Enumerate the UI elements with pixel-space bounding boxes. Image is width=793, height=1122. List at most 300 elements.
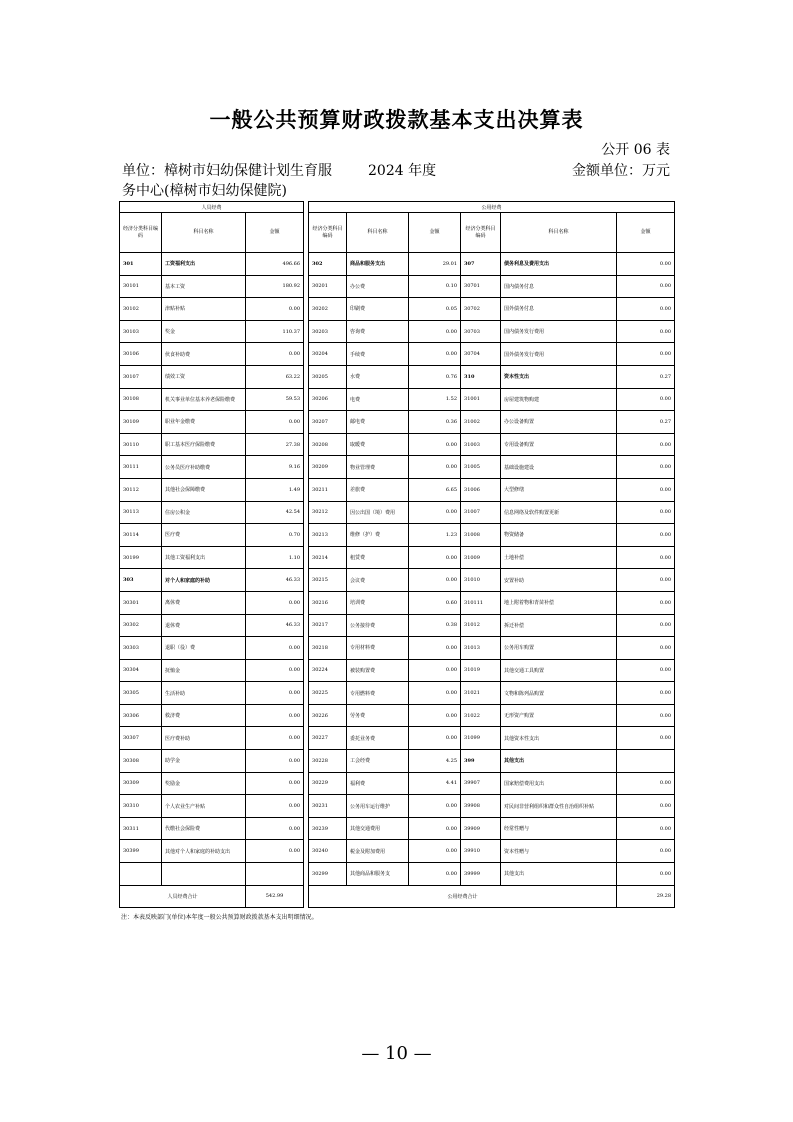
public-name-2: 专用设备购置 [501, 433, 617, 456]
public-name-2: 房屋建筑物购建 [501, 388, 617, 411]
col-code-header: 经济分类科目编码 [309, 213, 347, 253]
personnel-name: 个人农业生产补贴 [162, 795, 246, 818]
public-name: 水费 [347, 365, 409, 388]
public-amount-2: 0.00 [617, 795, 675, 818]
personnel-amount: 42.54 [246, 501, 304, 524]
public-code-2: 31002 [461, 411, 501, 434]
public-code: 30216 [309, 591, 347, 614]
public-code: 30203 [309, 320, 347, 343]
personnel-amount: 496.66 [246, 253, 304, 276]
public-code-2: 39909 [461, 817, 501, 840]
public-name-2: 其他支出 [501, 750, 617, 773]
personnel-amount: 0.00 [246, 411, 304, 434]
personnel-name: 生活补助 [162, 682, 246, 705]
public-amount-2: 0.00 [617, 320, 675, 343]
col-name-header: 科目名称 [347, 213, 409, 253]
public-code-2: 31013 [461, 637, 501, 660]
public-amount: 0.00 [409, 727, 461, 750]
public-name: 福利费 [347, 772, 409, 795]
table-row [120, 365, 675, 388]
public-name-2: 物资储备 [501, 524, 617, 547]
personnel-code: 30302 [120, 614, 162, 637]
personnel-code: 30305 [120, 682, 162, 705]
personnel-total-label: 人员经费合计 [120, 885, 246, 907]
table-row [120, 659, 675, 682]
public-code-2: 30701 [461, 275, 501, 298]
public-name-2: 债务利息及费用支出 [501, 253, 617, 276]
personnel-name: 职业年金缴费 [162, 411, 246, 434]
public-amount-2: 0.00 [617, 840, 675, 863]
public-code-2: 307 [461, 253, 501, 276]
public-amount: 29.01 [409, 253, 461, 276]
public-amount: 4.25 [409, 750, 461, 773]
public-code-2: 39910 [461, 840, 501, 863]
public-name-2: 国外债务付息 [501, 298, 617, 321]
public-name: 劳务费 [347, 704, 409, 727]
table-row [120, 772, 675, 795]
public-amount-2: 0.00 [617, 343, 675, 366]
table-row [120, 275, 675, 298]
personnel-name: 医疗费 [162, 524, 246, 547]
table-row [120, 433, 675, 456]
col-code-header: 经济分类科目编码 [120, 213, 162, 253]
public-name: 专用材料费 [347, 637, 409, 660]
public-amount: 0.60 [409, 591, 461, 614]
public-code: 30224 [309, 659, 347, 682]
col-name-header: 科目名称 [162, 213, 246, 253]
personnel-amount: 0.00 [246, 795, 304, 818]
public-amount-2: 0.00 [617, 704, 675, 727]
reporting-unit-continued: 务中心(樟树市妇幼保健院) [122, 183, 287, 199]
personnel-code: 30102 [120, 298, 162, 321]
public-code-2: 31003 [461, 433, 501, 456]
public-amount-2: 0.00 [617, 456, 675, 479]
public-code: 30239 [309, 817, 347, 840]
personnel-name: 退休费 [162, 614, 246, 637]
personnel-name: 奖金 [162, 320, 246, 343]
personnel-name: 机关事业单位基本养老保险缴费 [162, 388, 246, 411]
public-name-2: 资本性支出 [501, 365, 617, 388]
personnel-amount: 59.53 [246, 388, 304, 411]
report-year: 2024 年度 [368, 163, 437, 179]
public-name-2: 其他资本性支出 [501, 727, 617, 750]
public-name-2: 基础设施建设 [501, 456, 617, 479]
personnel-code: 30112 [120, 478, 162, 501]
public-amount-2: 0.27 [617, 365, 675, 388]
personnel-code: 30301 [120, 591, 162, 614]
public-code-2: 39908 [461, 795, 501, 818]
public-amount-2: 0.00 [617, 569, 675, 592]
table-row [120, 569, 675, 592]
public-name-2: 经常性赠与 [501, 817, 617, 840]
public-amount-2: 0.00 [617, 591, 675, 614]
public-name: 印刷费 [347, 298, 409, 321]
public-code: 30208 [309, 433, 347, 456]
public-code: 30299 [309, 863, 347, 886]
public-amount: 0.76 [409, 365, 461, 388]
public-amount-2: 0.00 [617, 614, 675, 637]
personnel-amount: 0.00 [246, 659, 304, 682]
public-amount-2: 0.00 [617, 388, 675, 411]
personnel-name: 医疗费补助 [162, 727, 246, 750]
personnel-total-value: 542.99 [246, 885, 304, 907]
public-code: 30214 [309, 546, 347, 569]
public-code: 30226 [309, 704, 347, 727]
public-name-2: 国内债务发行费用 [501, 320, 617, 343]
personnel-code: 30303 [120, 637, 162, 660]
col-amount-header: 金额 [409, 213, 461, 253]
personnel-code: 30107 [120, 365, 162, 388]
table-row [120, 298, 675, 321]
public-name-2: 公务用车购置 [501, 637, 617, 660]
public-code-2: 310 [461, 365, 501, 388]
public-amount: 0.00 [409, 501, 461, 524]
personnel-name: 退职（役）费 [162, 637, 246, 660]
personnel-code: 30311 [120, 817, 162, 840]
public-amount-2: 0.00 [617, 659, 675, 682]
personnel-code: 30111 [120, 456, 162, 479]
personnel-code: 30199 [120, 546, 162, 569]
personnel-name: 救济费 [162, 704, 246, 727]
public-name-2: 大型修缮 [501, 478, 617, 501]
personnel-amount: 9.16 [246, 456, 304, 479]
public-code-2: 31012 [461, 614, 501, 637]
public-code: 30207 [309, 411, 347, 434]
personnel-code: 30106 [120, 343, 162, 366]
table-row [120, 524, 675, 547]
public-name: 差旅费 [347, 478, 409, 501]
personnel-name: 津贴补贴 [162, 298, 246, 321]
public-code-2: 31021 [461, 682, 501, 705]
public-name: 其他交通费用 [347, 817, 409, 840]
personnel-code: 301 [120, 253, 162, 276]
personnel-amount: 0.00 [246, 840, 304, 863]
public-name-2: 对民间非营利组织和群众性自治组织补贴 [501, 795, 617, 818]
public-amount-2: 0.00 [617, 682, 675, 705]
public-amount: 0.00 [409, 320, 461, 343]
page-number: — 10 — [361, 1043, 432, 1064]
public-amount: 4.41 [409, 772, 461, 795]
public-code-2: 30703 [461, 320, 501, 343]
personnel-name: 伙食补助费 [162, 343, 246, 366]
public-code-2: 31008 [461, 524, 501, 547]
table-row [120, 614, 675, 637]
table-row [120, 253, 675, 276]
personnel-amount: 1.49 [246, 478, 304, 501]
public-amount: 0.00 [409, 433, 461, 456]
public-amount-2: 0.27 [617, 411, 675, 434]
personnel-amount: 0.70 [246, 524, 304, 547]
personnel-code: 30113 [120, 501, 162, 524]
public-amount-2: 0.00 [617, 433, 675, 456]
personnel-code: 30101 [120, 275, 162, 298]
table-row [120, 388, 675, 411]
table-row [120, 727, 675, 750]
personnel-name: 公务员医疗补助缴费 [162, 456, 246, 479]
public-amount-2: 0.00 [617, 501, 675, 524]
public-code-2: 31099 [461, 727, 501, 750]
public-name: 商品和服务支出 [347, 253, 409, 276]
public-code: 30229 [309, 772, 347, 795]
public-amount: 6.65 [409, 478, 461, 501]
public-amount: 0.00 [409, 840, 461, 863]
public-code: 30225 [309, 682, 347, 705]
reporting-unit: 单位：樟树市妇幼保健计划生育服 [122, 163, 332, 179]
public-amount: 0.00 [409, 546, 461, 569]
col-amount-header: 金额 [246, 213, 304, 253]
personnel-code: 30399 [120, 840, 162, 863]
col-amount-header: 金额 [617, 213, 675, 253]
personnel-name [162, 863, 246, 886]
personnel-amount: 0.00 [246, 682, 304, 705]
table-row [120, 840, 675, 863]
public-amount: 1.52 [409, 388, 461, 411]
public-name-2: 资本性赠与 [501, 840, 617, 863]
public-name-2: 信息网络及软件购置更新 [501, 501, 617, 524]
public-code-2: 31010 [461, 569, 501, 592]
personnel-name: 职工基本医疗保险缴费 [162, 433, 246, 456]
table-row [120, 682, 675, 705]
table-row [120, 795, 675, 818]
personnel-amount: 110.37 [246, 320, 304, 343]
public-code: 302 [309, 253, 347, 276]
form-number: 公开 06 表 [601, 142, 670, 158]
public-name-2: 国外债务发行费用 [501, 343, 617, 366]
public-name: 公务用车运行维护 [347, 795, 409, 818]
personnel-code: 30309 [120, 772, 162, 795]
personnel-header: 人员经费 [120, 202, 304, 213]
col-name-header: 科目名称 [501, 213, 617, 253]
public-amount-2: 0.00 [617, 863, 675, 886]
public-amount: 1.23 [409, 524, 461, 547]
table-row [120, 637, 675, 660]
public-amount-2: 0.00 [617, 478, 675, 501]
personnel-name: 基本工资 [162, 275, 246, 298]
col-code-header: 经济分类科目编码 [461, 213, 501, 253]
public-name-2: 地上附着物和青苗补偿 [501, 591, 617, 614]
personnel-amount: 0.00 [246, 298, 304, 321]
personnel-name: 工资福利支出 [162, 253, 246, 276]
amount-unit: 金额单位：万元 [572, 163, 670, 179]
public-amount-2: 0.00 [617, 817, 675, 840]
table-body [120, 202, 675, 908]
public-code-2: 39999 [461, 863, 501, 886]
public-amount-2: 0.00 [617, 772, 675, 795]
table-row [120, 478, 675, 501]
public-amount: 0.10 [409, 275, 461, 298]
personnel-code: 30110 [120, 433, 162, 456]
table-row [120, 863, 675, 886]
public-amount: 0.00 [409, 682, 461, 705]
personnel-code: 30108 [120, 388, 162, 411]
public-name: 专用燃料费 [347, 682, 409, 705]
expenditure-table [119, 201, 675, 908]
personnel-name: 离休费 [162, 591, 246, 614]
table-row [120, 704, 675, 727]
personnel-name: 住房公积金 [162, 501, 246, 524]
public-amount: 0.00 [409, 637, 461, 660]
personnel-code [120, 863, 162, 886]
table-row [120, 501, 675, 524]
personnel-amount: 0.00 [246, 817, 304, 840]
public-code: 30209 [309, 456, 347, 479]
public-amount: 0.00 [409, 343, 461, 366]
public-code-2: 31007 [461, 501, 501, 524]
personnel-code: 30304 [120, 659, 162, 682]
personnel-code: 30114 [120, 524, 162, 547]
public-code: 30202 [309, 298, 347, 321]
public-code: 30218 [309, 637, 347, 660]
public-code: 30215 [309, 569, 347, 592]
public-code: 30240 [309, 840, 347, 863]
personnel-amount: 0.00 [246, 637, 304, 660]
personnel-amount: 0.00 [246, 704, 304, 727]
public-code: 30228 [309, 750, 347, 773]
personnel-code: 30307 [120, 727, 162, 750]
public-name: 电费 [347, 388, 409, 411]
public-amount: 0.36 [409, 411, 461, 434]
personnel-name: 绩效工资 [162, 365, 246, 388]
public-code: 30206 [309, 388, 347, 411]
public-name: 委托业务费 [347, 727, 409, 750]
public-amount-2: 0.00 [617, 546, 675, 569]
public-amount: 0.00 [409, 659, 461, 682]
public-name-2: 其他交通工具购置 [501, 659, 617, 682]
personnel-amount: 0.00 [246, 591, 304, 614]
public-total-value: 29.28 [617, 885, 675, 907]
public-amount-2: 0.00 [617, 253, 675, 276]
public-code: 30213 [309, 524, 347, 547]
public-total-label: 公用经费合计 [309, 885, 617, 907]
public-name: 工会经费 [347, 750, 409, 773]
personnel-code: 30310 [120, 795, 162, 818]
personnel-code: 30306 [120, 704, 162, 727]
table-note: 注：本表反映部门(单位)本年度一般公共预算财政拨款基本支出明细情况。 [121, 914, 318, 921]
public-name: 公务接待费 [347, 614, 409, 637]
public-name: 维修（护）费 [347, 524, 409, 547]
group-header-row [120, 202, 675, 213]
public-code: 30201 [309, 275, 347, 298]
public-name-2: 国内债务付息 [501, 275, 617, 298]
public-amount: 0.00 [409, 863, 461, 886]
public-code-2: 31019 [461, 659, 501, 682]
public-amount-2: 0.00 [617, 275, 675, 298]
public-amount: 0.05 [409, 298, 461, 321]
personnel-amount [246, 863, 304, 886]
public-code-2: 31006 [461, 478, 501, 501]
public-code: 30212 [309, 501, 347, 524]
table-row [120, 343, 675, 366]
public-amount: 0.00 [409, 795, 461, 818]
personnel-amount: 0.00 [246, 343, 304, 366]
public-name-2: 土地补偿 [501, 546, 617, 569]
table-row [120, 411, 675, 434]
public-name: 办公费 [347, 275, 409, 298]
personnel-amount: 63.22 [246, 365, 304, 388]
personnel-amount: 0.00 [246, 727, 304, 750]
table-row [120, 817, 675, 840]
table-row [120, 546, 675, 569]
public-code: 30211 [309, 478, 347, 501]
public-amount-2: 0.00 [617, 298, 675, 321]
public-code: 30227 [309, 727, 347, 750]
public-code-2: 31022 [461, 704, 501, 727]
totals-row [120, 885, 675, 907]
public-code: 30231 [309, 795, 347, 818]
personnel-amount: 180.92 [246, 275, 304, 298]
public-code: 30205 [309, 365, 347, 388]
public-name: 手续费 [347, 343, 409, 366]
table-row [120, 591, 675, 614]
personnel-code: 303 [120, 569, 162, 592]
public-amount-2: 0.00 [617, 524, 675, 547]
personnel-code: 30103 [120, 320, 162, 343]
personnel-name: 代缴社会保险费 [162, 817, 246, 840]
public-name: 其他商品和服务支 [347, 863, 409, 886]
public-code-2: 30702 [461, 298, 501, 321]
public-name: 租赁费 [347, 546, 409, 569]
personnel-name: 助学金 [162, 750, 246, 773]
personnel-amount: 0.00 [246, 750, 304, 773]
public-amount: 0.38 [409, 614, 461, 637]
public-name-2: 其他支出 [501, 863, 617, 886]
personnel-amount: 46.33 [246, 569, 304, 592]
public-amount-2 [617, 750, 675, 773]
public-name-2: 无形资产购置 [501, 704, 617, 727]
personnel-amount: 1.10 [246, 546, 304, 569]
public-name: 税金及附加费用 [347, 840, 409, 863]
public-amount-2: 0.00 [617, 727, 675, 750]
public-code-2: 31009 [461, 546, 501, 569]
public-name-2: 办公设备购置 [501, 411, 617, 434]
personnel-name: 对个人和家庭的补助 [162, 569, 246, 592]
public-amount: 0.00 [409, 569, 461, 592]
public-name-2: 国家赔偿费用支出 [501, 772, 617, 795]
personnel-name: 其他对个人和家庭的补助支出 [162, 840, 246, 863]
public-name-2: 文物和陈列品购置 [501, 682, 617, 705]
personnel-code: 30109 [120, 411, 162, 434]
public-code-2: 31001 [461, 388, 501, 411]
public-code-2: 39907 [461, 772, 501, 795]
personnel-name: 其他工资福利支出 [162, 546, 246, 569]
page-title: 一般公共预算财政拨款基本支出决算表 [209, 108, 584, 132]
personnel-name: 奖励金 [162, 772, 246, 795]
public-code: 30217 [309, 614, 347, 637]
public-amount-2: 0.00 [617, 637, 675, 660]
public-name: 被装购置费 [347, 659, 409, 682]
table-row [120, 750, 675, 773]
personnel-name: 其他社会保障缴费 [162, 478, 246, 501]
public-name: 会议费 [347, 569, 409, 592]
public-name-2: 安置补助 [501, 569, 617, 592]
personnel-amount: 0.00 [246, 772, 304, 795]
table-row [120, 456, 675, 479]
public-name: 物业管理费 [347, 456, 409, 479]
public-code-2: 31005 [461, 456, 501, 479]
public-code-2: 30704 [461, 343, 501, 366]
personnel-code: 30308 [120, 750, 162, 773]
public-name: 邮电费 [347, 411, 409, 434]
public-name: 取暖费 [347, 433, 409, 456]
public-code-2: 399 [461, 750, 501, 773]
public-amount: 0.00 [409, 704, 461, 727]
public-name-2: 拆迁补偿 [501, 614, 617, 637]
public-name: 咨询费 [347, 320, 409, 343]
column-header-row [120, 213, 675, 253]
public-code-2: 310111 [461, 591, 501, 614]
personnel-amount: 27.38 [246, 433, 304, 456]
public-name: 因公出国（境）费用 [347, 501, 409, 524]
